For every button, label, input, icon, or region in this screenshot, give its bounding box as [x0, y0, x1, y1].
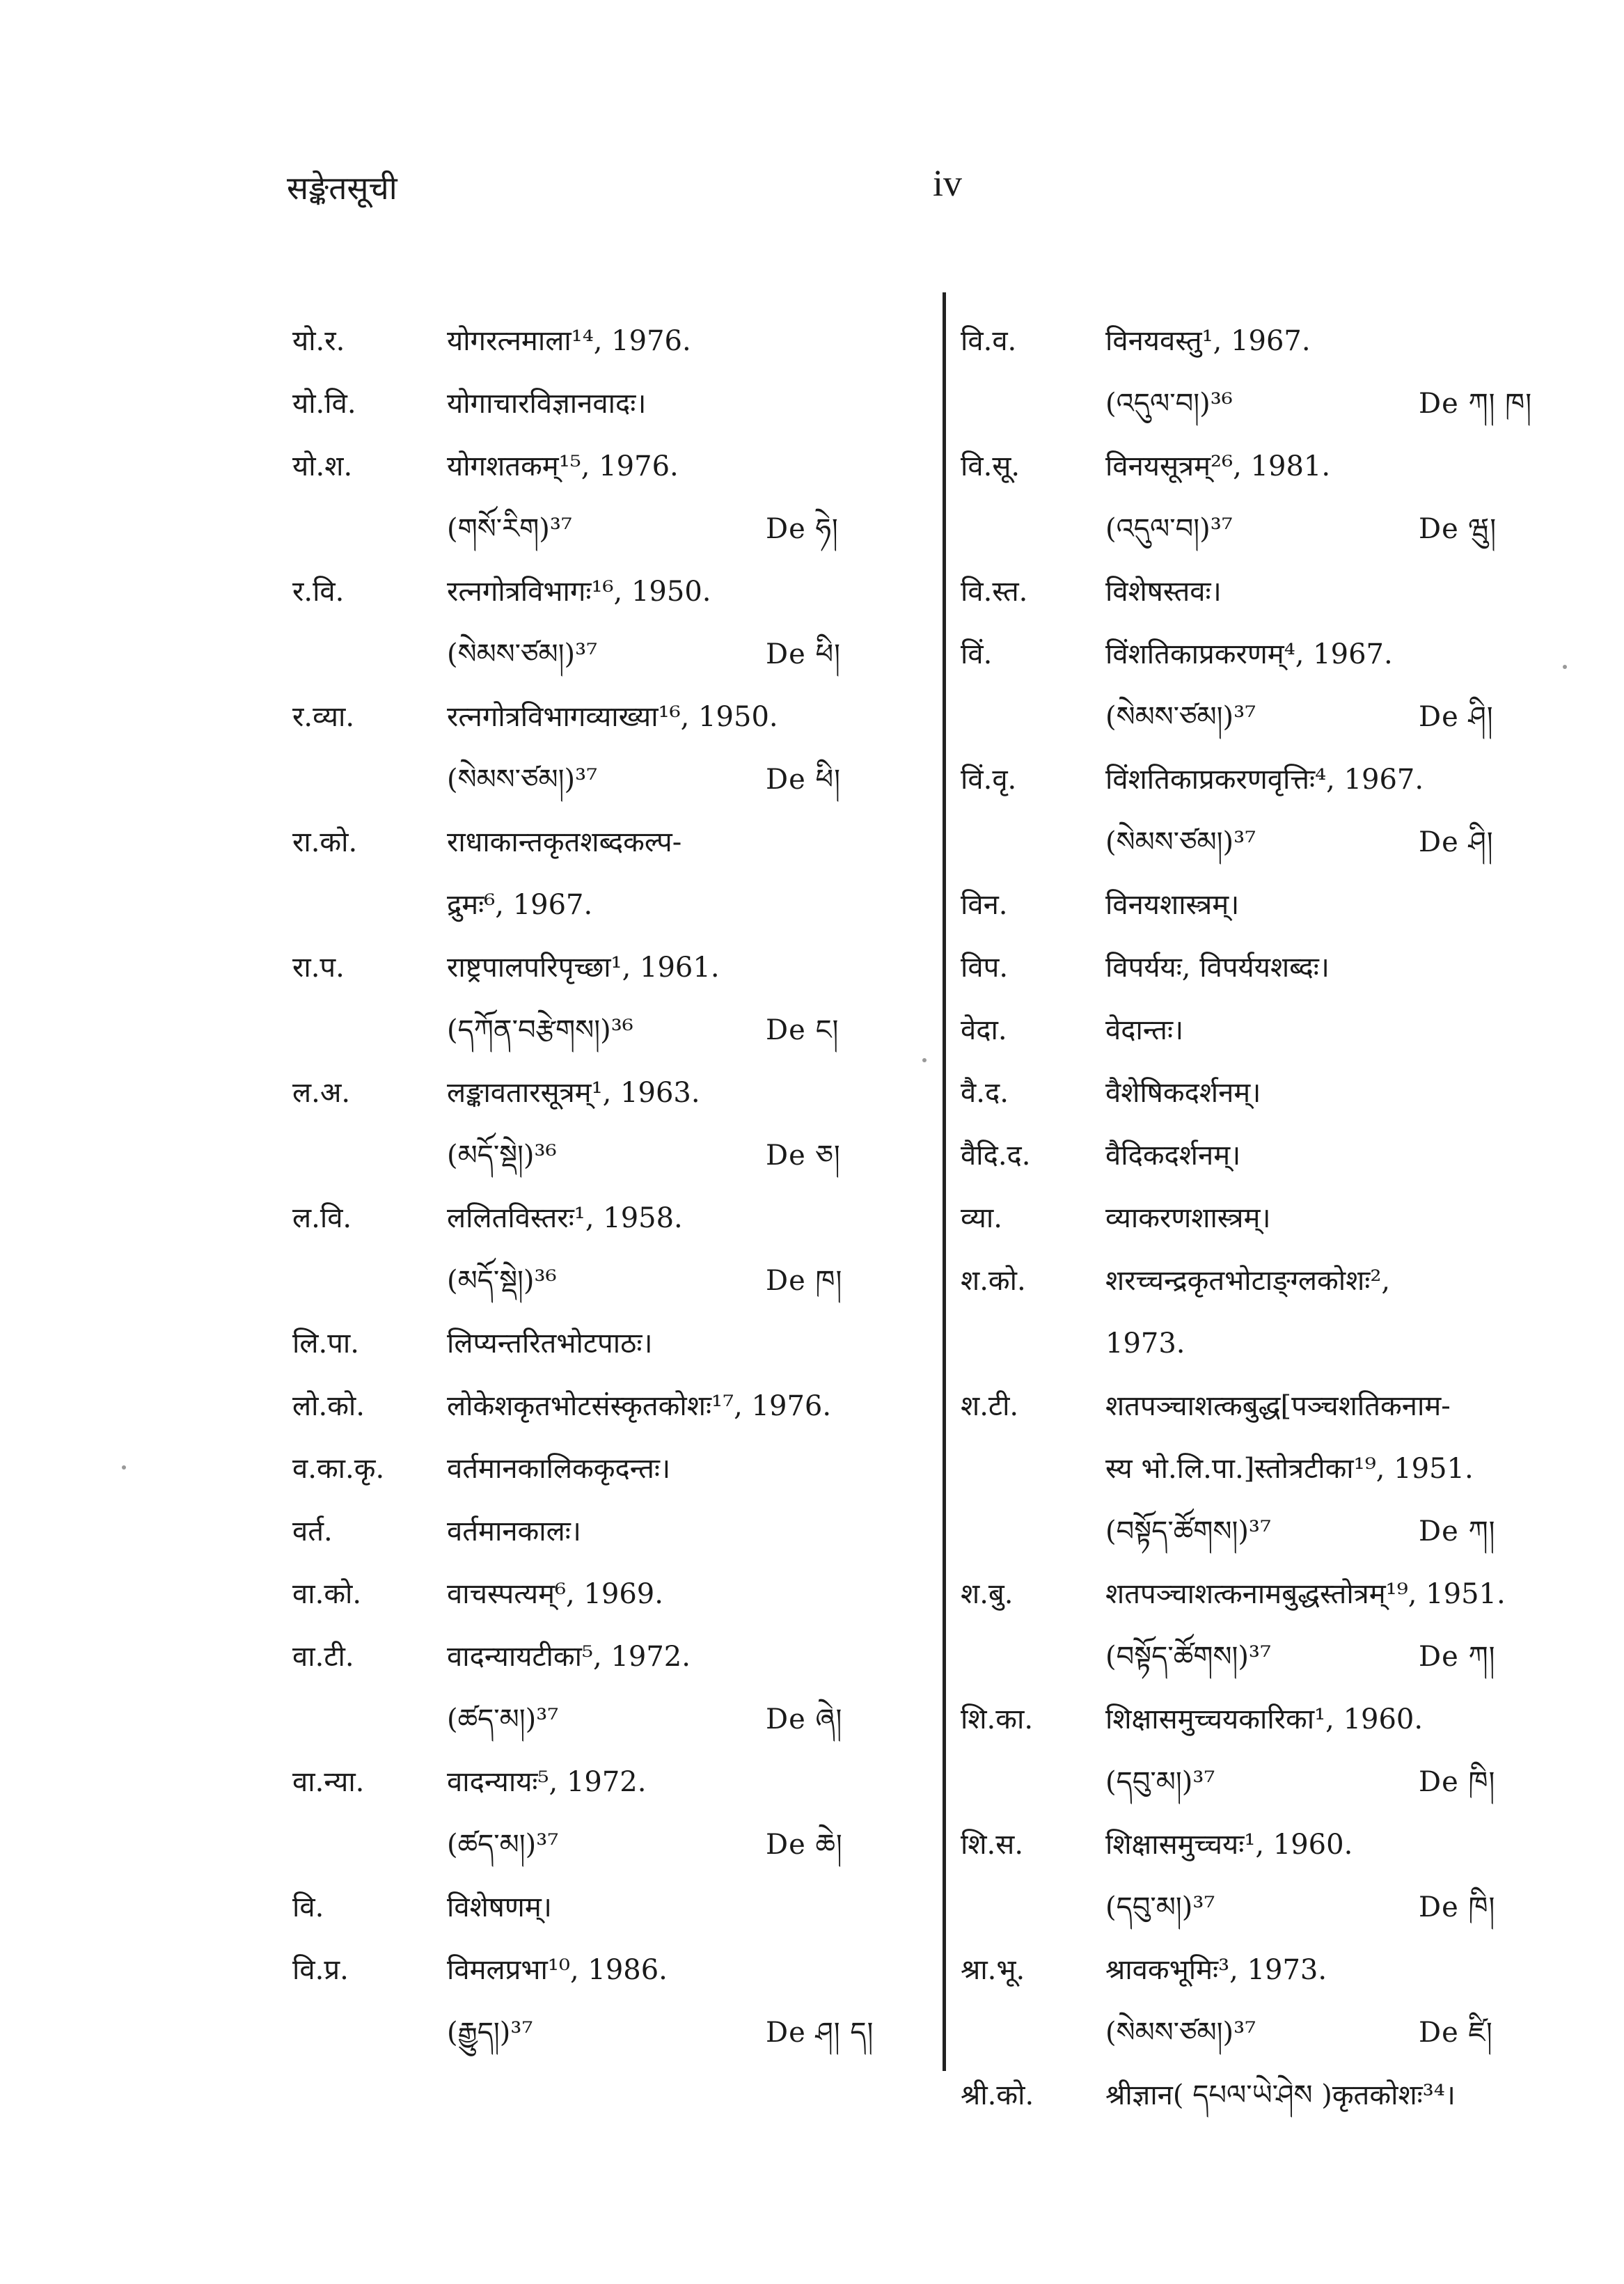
entry-text: लोकेशकृतभोटसंस्कृतकोशः¹⁷, 1976.: [447, 1390, 832, 1422]
running-head-title: सङ्केतसूची: [287, 169, 397, 207]
entry-abbreviation: र.व्या.: [292, 701, 355, 733]
entry-abbreviation: श्रा.भू.: [961, 1954, 1025, 1986]
entry-text: (ཚད་མ།)³⁷: [447, 1703, 559, 1735]
entry-abbreviation: वि.प्र.: [292, 1954, 349, 1986]
entry-text: वैदिकदर्शनम्।: [1105, 1140, 1241, 1172]
entry-text: राष्ट्रपालपरिपृच्छा¹, 1961.: [447, 952, 720, 984]
entry-line: [292, 686, 919, 748]
index-entry: [961, 748, 1587, 874]
entry-abbreviation: लो.को.: [292, 1390, 365, 1422]
entry-abbreviation: विं.वृ.: [961, 764, 1017, 796]
derge-reference: De ང།: [766, 1014, 839, 1046]
entry-abbreviation: व्या.: [961, 1202, 1002, 1234]
entry-line: [961, 1751, 1587, 1813]
index-entry: [292, 1563, 919, 1625]
derge-reference: De ཁི།: [1419, 1891, 1496, 1923]
entry-text: रत्नगोत्रविभागव्याख्या¹⁶, 1950.: [447, 701, 778, 733]
entry-line: [961, 1062, 1587, 1124]
entry-text: वादन्यायटीका⁵, 1972.: [447, 1641, 691, 1673]
entry-line: [292, 1876, 919, 1939]
entry-line: [961, 1124, 1587, 1187]
index-entry: [961, 2064, 1587, 2127]
entry-abbreviation: वि.स्त.: [961, 576, 1028, 608]
entry-line: [961, 1813, 1587, 1876]
entry-line: [292, 1124, 919, 1187]
entry-abbreviation: यो.वि.: [292, 388, 356, 420]
entry-text: राधाकान्तकृतशब्दकल्प-: [447, 826, 682, 858]
entry-text: विशेषणम्।: [447, 1891, 552, 1923]
entry-line: [292, 1375, 919, 1438]
entry-text: (གསོ་རིག)³⁷: [447, 513, 572, 545]
index-entry: [961, 874, 1587, 936]
entry-line: [961, 435, 1587, 498]
entry-line: [961, 1563, 1587, 1625]
entry-line: [292, 936, 919, 999]
entry-text: लिप्यन्तरितभोटपाठः।: [447, 1328, 653, 1360]
derge-reference: De ཤི།: [1419, 701, 1494, 733]
entry-line: [292, 1563, 919, 1625]
entry-text: (འདུལ་བ།)³⁷: [1105, 513, 1233, 545]
entry-line: [961, 874, 1587, 936]
entry-abbreviation: शि.स.: [961, 1829, 1024, 1861]
entry-text: वाचस्पत्यम्⁶, 1969.: [447, 1578, 663, 1610]
entry-abbreviation: व.का.कृ.: [292, 1453, 385, 1485]
entry-line: [961, 1438, 1587, 1500]
derge-reference: De ཀ། ཁ།: [1419, 388, 1533, 420]
entry-text: ललितविस्तरः¹, 1958.: [447, 1202, 683, 1234]
entry-line: [961, 372, 1587, 435]
index-entry: [961, 1688, 1587, 1813]
index-entry: [961, 1939, 1587, 2064]
derge-reference: De ཕི།: [766, 638, 841, 670]
entry-abbreviation: श.बु.: [961, 1578, 1014, 1610]
entry-line: [292, 811, 919, 874]
entry-line: [292, 623, 919, 686]
entry-text: (བསྟོད་ཚོགས།)³⁷: [1105, 1641, 1272, 1673]
entry-text: (མདོ་སྡེ།)³⁶: [447, 1265, 557, 1297]
derge-reference: De ཤི།: [1419, 826, 1494, 858]
index-entry: [961, 310, 1587, 435]
entry-abbreviation: श.को.: [961, 1265, 1026, 1297]
entry-abbreviation: वा.टी.: [292, 1641, 354, 1673]
index-entry: [961, 435, 1587, 560]
index-entry: [292, 1939, 919, 2064]
derge-reference: De ཀ།: [1419, 1515, 1496, 1547]
entry-abbreviation: विन.: [961, 889, 1008, 921]
derge-reference: De ཆེ།: [766, 1829, 843, 1861]
index-entry: [961, 999, 1587, 1062]
entry-text: शतपञ्चाशत्कनामबुद्धस्तोत्रम्¹⁹, 1951.: [1105, 1578, 1506, 1610]
entry-text: (རྒྱུད།)³⁷: [447, 2017, 533, 2049]
entry-text: विनयशास्त्रम्।: [1105, 889, 1240, 921]
entry-abbreviation: ल.अ.: [292, 1077, 351, 1109]
entry-text: (སེམས་ཙམ།)³⁷: [447, 764, 598, 796]
scan-speck: [122, 1465, 126, 1470]
derge-reference: De ཧེ།: [766, 513, 839, 545]
entry-line: [292, 1813, 919, 1876]
entry-line: [292, 1751, 919, 1813]
entry-text: योगाचारविज्ञानवादः।: [447, 388, 647, 420]
entry-abbreviation: यो.र.: [292, 325, 345, 357]
entry-line: [292, 2001, 919, 2064]
entry-abbreviation: विप.: [961, 952, 1009, 984]
page-number: iv: [933, 162, 963, 204]
entry-abbreviation: वर्त.: [292, 1515, 333, 1547]
index-entry: [961, 1124, 1587, 1187]
entry-line: [961, 1500, 1587, 1563]
entry-text: विनयवस्तु¹, 1967.: [1105, 325, 1311, 357]
derge-reference: De ཝུ།: [1419, 513, 1497, 545]
entry-text: (མདོ་སྡེ།)³⁶: [447, 1140, 557, 1172]
entry-line: [292, 1312, 919, 1375]
entry-line: [961, 686, 1587, 748]
entry-line: [292, 1250, 919, 1312]
index-entry: [292, 1751, 919, 1876]
index-entry: [292, 1312, 919, 1375]
entry-text: शिक्षासमुच्चयकारिका¹, 1960.: [1105, 1703, 1424, 1735]
derge-reference: De ཅ།: [766, 1140, 841, 1172]
entry-text: व्याकरणशास्त्रम्।: [1105, 1202, 1271, 1234]
derge-reference: De ཞེ།: [766, 1703, 843, 1735]
derge-reference: De ཤ། ད།: [766, 2017, 874, 2049]
index-entry: [292, 310, 919, 372]
derge-reference: De ཕི།: [766, 764, 841, 796]
entry-text: शतपञ्चाशत्कबुद्ध[पञ्चशतिकनाम-: [1105, 1390, 1451, 1422]
entry-line: [292, 498, 919, 560]
entry-text: (དབུ་མ།)³⁷: [1105, 1891, 1215, 1923]
entry-text: वैशेषिकदर्शनम्।: [1105, 1077, 1261, 1109]
entry-text: योगरत्नमाला¹⁴, 1976.: [447, 325, 691, 357]
scan-speck: [1563, 665, 1567, 669]
entry-abbreviation: वा.को.: [292, 1578, 362, 1610]
entry-text: (སེམས་ཙམ།)³⁷: [1105, 701, 1256, 733]
entry-text: विपर्ययः, विपर्ययशब्दः।: [1105, 952, 1330, 984]
entry-line: [961, 1876, 1587, 1939]
entry-abbreviation: ल.वि.: [292, 1202, 352, 1234]
index-entry: [961, 936, 1587, 999]
entry-abbreviation: यो.श.: [292, 450, 353, 482]
scan-speck: [922, 1058, 927, 1062]
entry-line: [961, 936, 1587, 999]
entry-line: [292, 1438, 919, 1500]
entry-text: योगशतकम्¹⁵, 1976.: [447, 450, 679, 482]
entry-text: वेदान्तः।: [1105, 1014, 1184, 1046]
entry-line: [961, 498, 1587, 560]
index-entry: [961, 623, 1587, 748]
index-entry: [292, 1625, 919, 1751]
index-entry: [961, 1375, 1587, 1563]
entry-line: [292, 1500, 919, 1563]
entry-text: (དབུ་མ།)³⁷: [1105, 1766, 1215, 1798]
entry-abbreviation: शि.का.: [961, 1703, 1034, 1735]
derge-reference: De ཁ།: [766, 1265, 843, 1297]
entry-line: [961, 1250, 1587, 1312]
entry-line: [961, 310, 1587, 372]
entry-line: [961, 999, 1587, 1062]
entry-abbreviation: वि.व.: [961, 325, 1017, 357]
entry-line: [961, 811, 1587, 874]
entry-text: श्रावकभूमिः³, 1973.: [1105, 1954, 1327, 1986]
index-entry: [292, 936, 919, 1062]
entry-text: शरच्चन्द्रकृतभोटाङ्ग्लकोशः²,: [1105, 1265, 1391, 1297]
entry-line: [292, 1062, 919, 1124]
entry-abbreviation: वैदि.द.: [961, 1140, 1031, 1172]
index-entry: [292, 372, 919, 435]
entry-line: [961, 623, 1587, 686]
entry-line: [292, 1688, 919, 1751]
entry-line: [292, 999, 919, 1062]
index-entry: [292, 686, 919, 811]
entry-abbreviation: वि.सू.: [961, 450, 1020, 482]
entry-abbreviation: श्री.को.: [961, 2079, 1034, 2111]
index-entry: [292, 1062, 919, 1187]
entry-abbreviation: रा.प.: [292, 952, 345, 984]
entry-line: [961, 2001, 1587, 2064]
index-entry: [961, 1563, 1587, 1688]
entry-text: (སེམས་ཙམ།)³⁷: [447, 638, 598, 670]
entry-abbreviation: वेदा.: [961, 1014, 1007, 1046]
entry-abbreviation: श.टी.: [961, 1390, 1019, 1422]
index-entry: [961, 1062, 1587, 1124]
entry-abbreviation: र.वि.: [292, 576, 345, 608]
entry-text: रत्नगोत्रविभागः¹⁶, 1950.: [447, 576, 711, 608]
entry-line: [292, 874, 919, 936]
entry-line: [292, 1939, 919, 2001]
entry-abbreviation: विं.: [961, 638, 993, 670]
entry-text: (སེམས་ཙམ།)³⁷: [1105, 2017, 1256, 2049]
index-entry: [961, 1250, 1587, 1375]
entry-line: [961, 1312, 1587, 1375]
index-entry: [292, 1438, 919, 1500]
entry-text: (བསྟོད་ཚོགས།)³⁷: [1105, 1515, 1272, 1547]
entry-text: शिक्षासमुच्चयः¹, 1960.: [1105, 1829, 1353, 1861]
entry-line: [961, 2064, 1587, 2127]
index-entry: [292, 560, 919, 686]
entry-line: [292, 1625, 919, 1688]
entry-line: [292, 1187, 919, 1250]
entry-line: [292, 560, 919, 623]
entry-text: लङ्कावतारसूत्रम्¹, 1963.: [447, 1077, 700, 1109]
entry-text: विमलप्रभा¹⁰, 1986.: [447, 1954, 668, 1986]
entry-text: द्रुमः⁶, 1967.: [447, 889, 593, 921]
entry-line: [961, 748, 1587, 811]
entry-text: 1973.: [1105, 1328, 1185, 1360]
entry-abbreviation: वै.द.: [961, 1077, 1009, 1109]
entry-line: [292, 435, 919, 498]
index-entry: [961, 1187, 1587, 1250]
column-divider: [943, 292, 946, 2071]
derge-reference: De ཁི།: [1419, 1766, 1496, 1798]
entry-text: वादन्यायः⁵, 1972.: [447, 1766, 647, 1798]
entry-line: [961, 1688, 1587, 1751]
entry-line: [292, 748, 919, 811]
entry-abbreviation: लि.पा.: [292, 1328, 359, 1360]
index-entry: [292, 1187, 919, 1312]
index-entry: [292, 1500, 919, 1563]
entry-line: [961, 1939, 1587, 2001]
entry-line: [961, 1187, 1587, 1250]
entry-text: वर्तमानकालिककृदन्तः।: [447, 1453, 671, 1485]
entry-line: [961, 1625, 1587, 1688]
entry-abbreviation: वा.न्या.: [292, 1766, 365, 1798]
entry-abbreviation: वि.: [292, 1891, 324, 1923]
entry-text: (སེམས་ཙམ།)³⁷: [1105, 826, 1256, 858]
entry-abbreviation: रा.को.: [292, 826, 358, 858]
entry-line: [292, 310, 919, 372]
entry-text: विंशतिकाप्रकरणवृत्तिः⁴, 1967.: [1105, 764, 1424, 796]
entry-line: [961, 560, 1587, 623]
entry-line: [292, 372, 919, 435]
left-column: [292, 310, 919, 2064]
right-column: [961, 310, 1587, 2127]
entry-text: (དཀོན་བརྩེགས།)³⁶: [447, 1014, 633, 1046]
entry-text: (འདུལ་བ།)³⁶: [1105, 388, 1233, 420]
index-entry: [292, 1876, 919, 1939]
derge-reference: De ཀ།: [1419, 1641, 1496, 1673]
entry-line: [961, 1375, 1587, 1438]
entry-text: (ཚད་མ།)³⁷: [447, 1829, 559, 1861]
entry-text: विनयसूत्रम्²⁶, 1981.: [1105, 450, 1331, 482]
index-entry: [292, 435, 919, 560]
entry-text: विशेषस्तवः।: [1105, 576, 1222, 608]
index-entry: [292, 1375, 919, 1438]
entry-text: श्रीज्ञान( དཔལ་ཡེ་ཤེས )कृतकोशः³⁴।: [1105, 2079, 1456, 2111]
derge-reference: De ཛི།: [1419, 2017, 1493, 2049]
entry-text: वर्तमानकालः।: [447, 1515, 581, 1547]
index-entry: [961, 560, 1587, 623]
entry-text: विंशतिकाप्रकरणम्⁴, 1967.: [1105, 638, 1393, 670]
entry-text: स्य भो.लि.पा.]स्तोत्रटीका¹⁹, 1951.: [1105, 1453, 1474, 1485]
index-entry: [961, 1813, 1587, 1939]
index-entry: [292, 811, 919, 936]
